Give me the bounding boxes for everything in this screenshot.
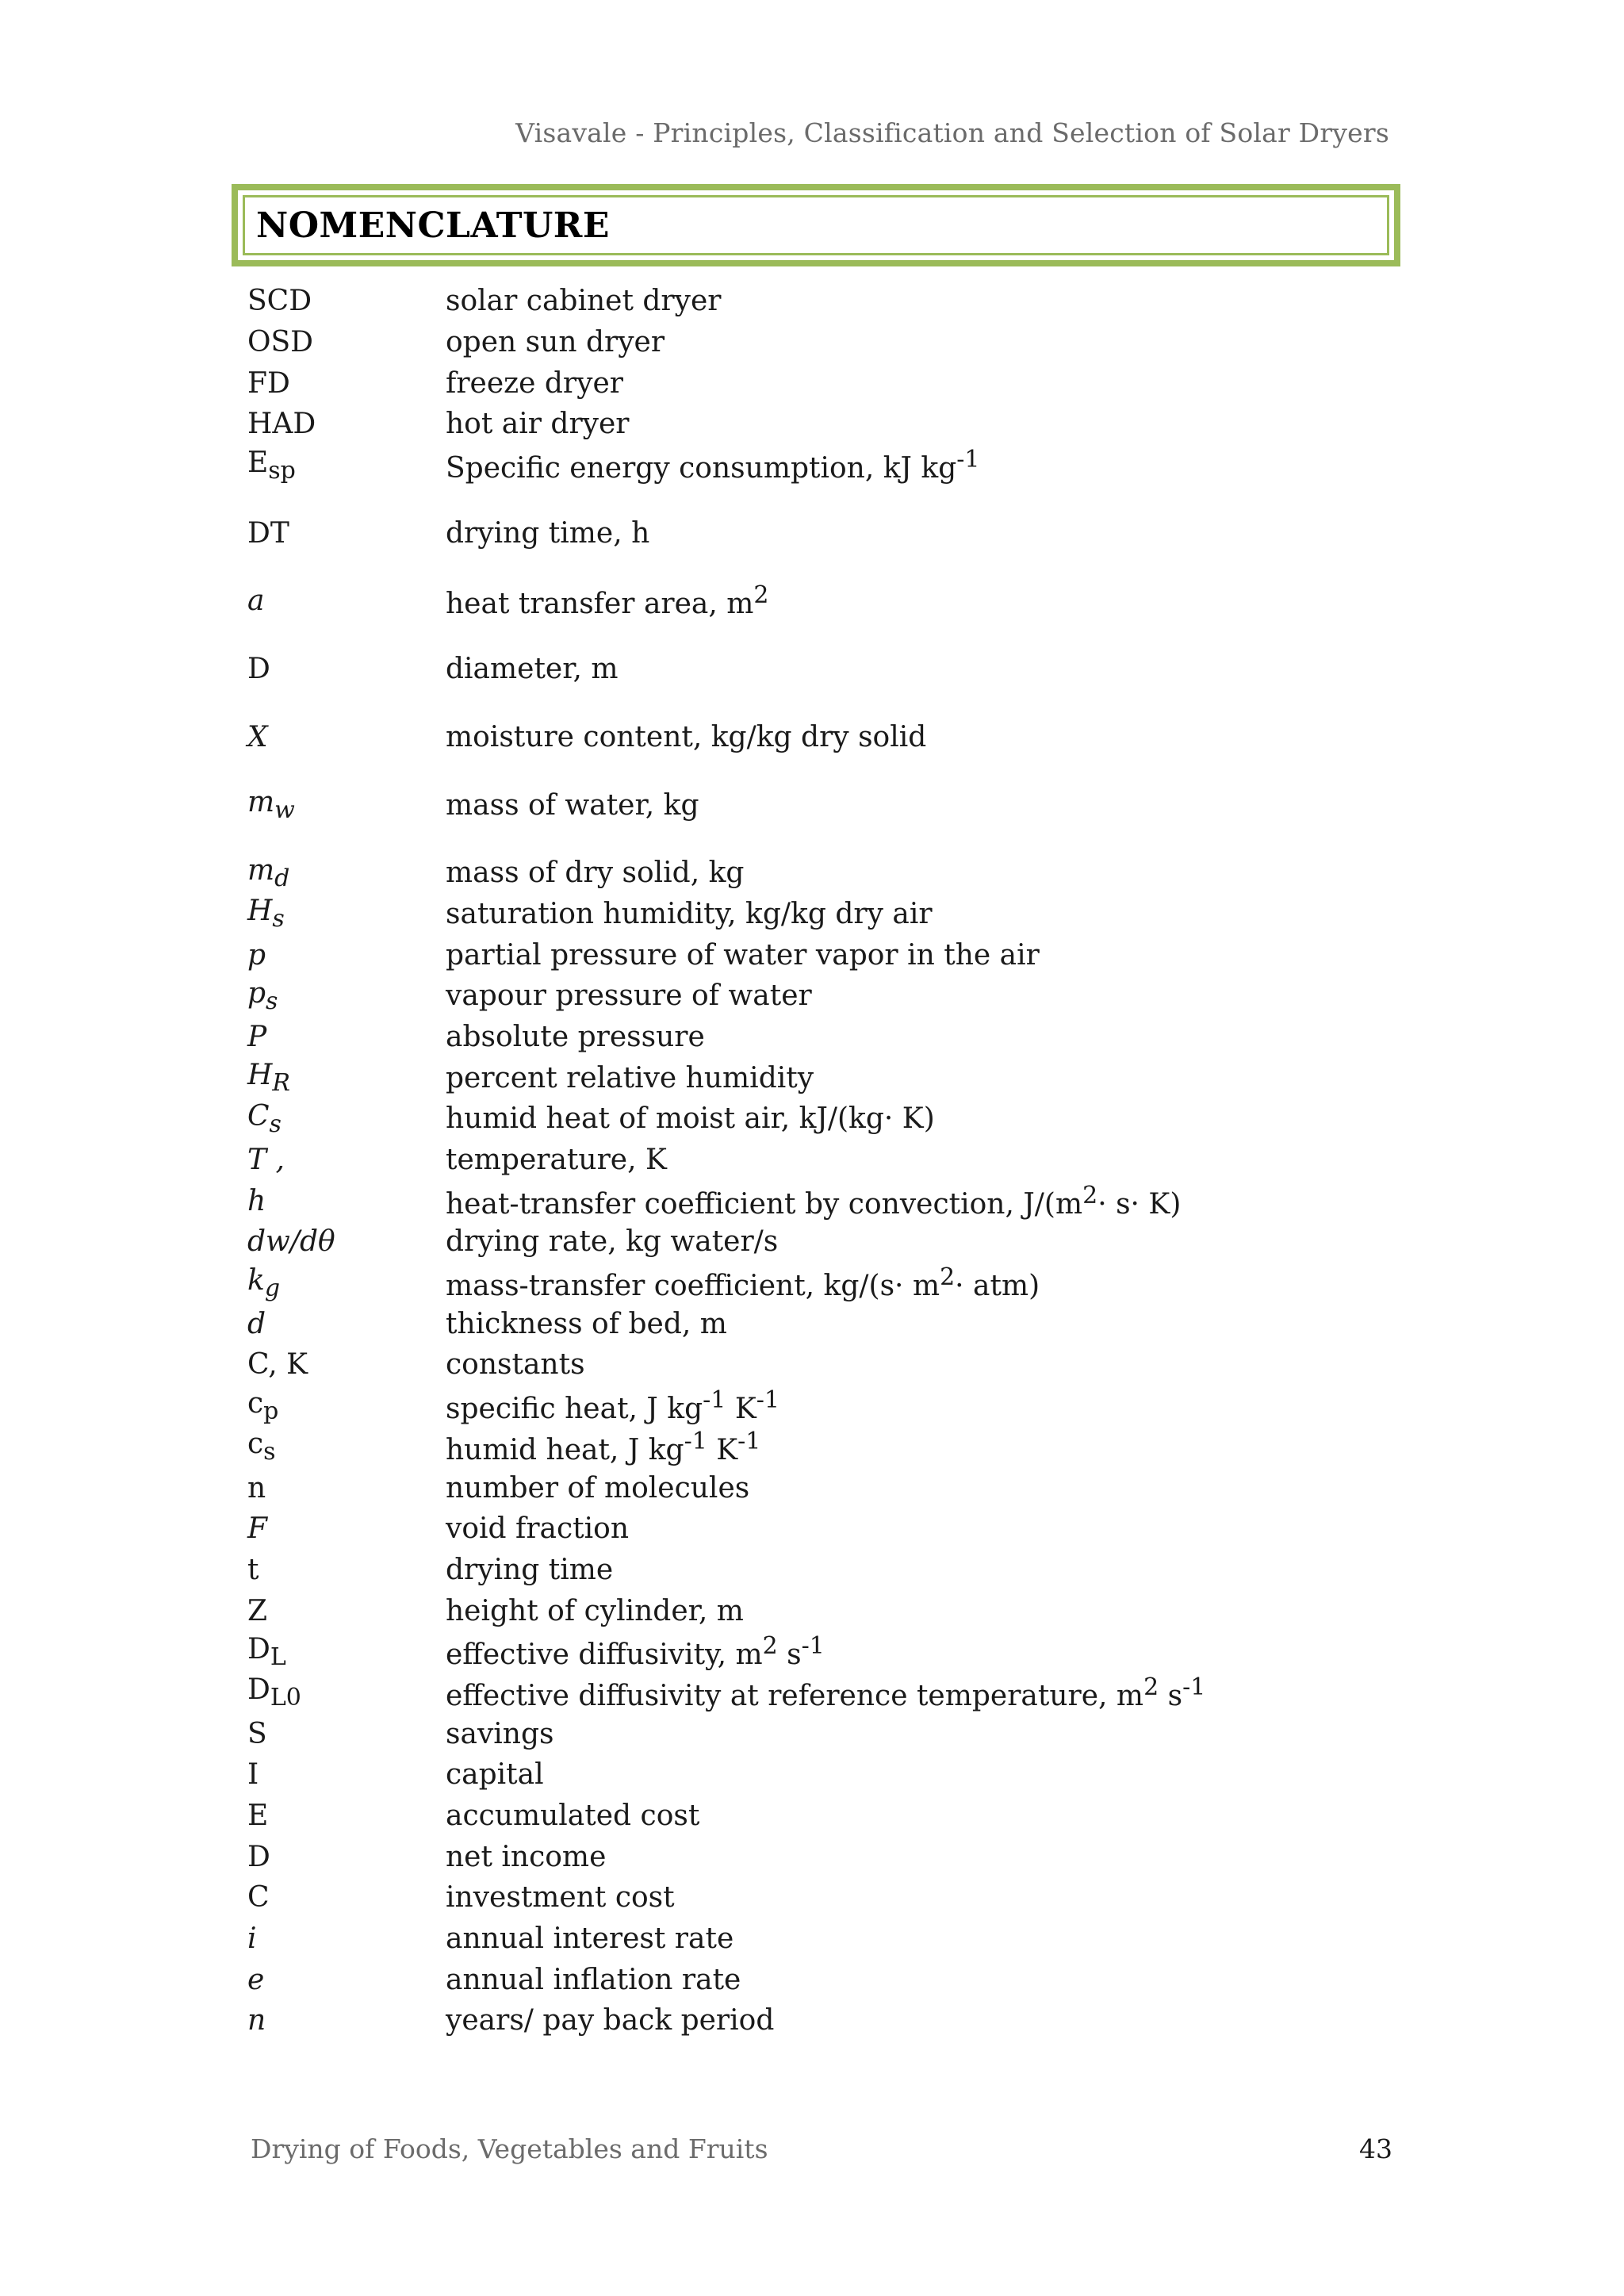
nomenclature-row	[247, 784, 1397, 826]
nomenclature-symbol: $k_g$	[247, 1263, 281, 1302]
nomenclature-list	[247, 281, 1397, 2041]
nomenclature-symbol: FD	[247, 366, 290, 400]
nomenclature-symbol: D	[247, 653, 270, 686]
footer-book-title: Drying of Foods, Vegetables and Fruits	[251, 2133, 768, 2164]
nomenclature-symbol: DT	[247, 516, 289, 550]
nomenclature-row	[247, 853, 1397, 894]
nomenclature-row	[247, 2000, 1397, 2041]
nomenclature-row	[247, 934, 1397, 976]
nomenclature-symbol: $D_L$	[247, 1632, 286, 1671]
nomenclature-row	[247, 1508, 1397, 1550]
nomenclature-row	[247, 1713, 1397, 1754]
nomenclature-description: hot air dryer	[446, 408, 630, 441]
nomenclature-symbol: e	[247, 1963, 265, 1996]
nomenclature-symbol: Z	[247, 1594, 268, 1627]
nomenclature-row	[247, 1263, 1397, 1304]
nomenclature-symbol: $H_s$	[247, 895, 285, 933]
nomenclature-description: saturation humidity, kg/kg dry air	[446, 897, 933, 930]
nomenclature-symbol: a	[247, 585, 265, 618]
nomenclature-symbol: C	[247, 1881, 270, 1915]
nomenclature-description: annual inflation rate	[446, 1963, 741, 1996]
nomenclature-description: open sun dryer	[446, 326, 665, 359]
nomenclature-symbol: E	[247, 1800, 269, 1833]
nomenclature-symbol: $E_{sp}$	[247, 446, 296, 485]
nomenclature-row	[247, 322, 1397, 363]
nomenclature-symbol: p	[247, 938, 266, 972]
nomenclature-description: savings	[446, 1717, 554, 1750]
nomenclature-description: specific heat, J $kg^{-1}$ $K^{-1}$	[446, 1386, 779, 1426]
nomenclature-row	[247, 1631, 1397, 1673]
nomenclature-symbol: $m_d$	[247, 853, 290, 892]
nomenclature-row	[247, 1673, 1397, 1714]
nomenclature-description: drying time, h	[446, 516, 650, 550]
nomenclature-row	[247, 1386, 1397, 1427]
nomenclature-row	[247, 362, 1397, 404]
nomenclature-description: capital	[446, 1758, 544, 1792]
nomenclature-description: freeze dryer	[446, 366, 623, 400]
nomenclature-description: Specific energy consumption, kJ $kg^{-1}$	[446, 446, 980, 485]
nomenclature-row	[247, 1017, 1397, 1058]
nomenclature-description: heat transfer area, $m^2$	[446, 581, 769, 621]
nomenclature-description: thickness of bed, m	[446, 1307, 727, 1340]
nomenclature-symbol: h	[247, 1184, 266, 1217]
nomenclature-description: net income	[446, 1840, 607, 1873]
nomenclature-row	[247, 1467, 1397, 1508]
nomenclature-symbol: X	[247, 720, 268, 753]
nomenclature-symbol: $c_s$	[247, 1428, 276, 1466]
nomenclature-description: humid heat, J $kg^{-1}$ $K^{-1}$	[446, 1427, 761, 1466]
nomenclature-description: mass of dry solid, kg	[446, 857, 745, 890]
nomenclature-symbol: D	[247, 1840, 270, 1873]
nomenclature-description: percent relative humidity	[446, 1061, 814, 1094]
nomenclature-symbol: I	[247, 1758, 259, 1792]
nomenclature-symbol: $D_{L0}$	[247, 1673, 301, 1712]
nomenclature-description: years/ pay back period	[446, 2004, 775, 2037]
nomenclature-title-box	[232, 184, 1400, 266]
nomenclature-description: temperature, K	[446, 1144, 667, 1177]
nomenclature-row	[247, 1427, 1397, 1468]
nomenclature-description: investment cost	[446, 1881, 675, 1915]
nomenclature-symbol: n	[247, 1471, 266, 1504]
nomenclature-description: diameter, m	[446, 653, 619, 686]
nomenclature-description: vapour pressure of water	[446, 979, 812, 1013]
nomenclature-symbol: n	[247, 2004, 266, 2037]
nomenclature-description: drying rate, kg water/s	[446, 1225, 779, 1259]
nomenclature-symbol: C, K	[247, 1348, 308, 1382]
nomenclature-description: solar cabinet dryer	[446, 285, 722, 318]
nomenclature-row	[247, 1918, 1397, 1960]
nomenclature-row	[247, 1796, 1397, 1837]
nomenclature-description: moisture content, kg/kg dry solid	[446, 720, 927, 753]
nomenclature-row	[247, 445, 1397, 486]
nomenclature-row	[247, 1098, 1397, 1140]
nomenclature-row	[247, 649, 1397, 690]
nomenclature-symbol: t	[247, 1553, 259, 1586]
nomenclature-row	[247, 1754, 1397, 1796]
nomenclature-symbol: F	[247, 1512, 267, 1546]
nomenclature-row	[247, 976, 1397, 1017]
nomenclature-description: heat-transfer coefficient by convection, $J/(m^2\cdot s\cdot K)$	[446, 1181, 1182, 1221]
nomenclature-row	[247, 1180, 1397, 1221]
nomenclature-symbol: $C_s$	[247, 1099, 282, 1138]
nomenclature-description: number of molecules	[446, 1471, 750, 1504]
nomenclature-description: mass of water, kg	[446, 788, 699, 822]
nomenclature-row	[247, 1550, 1397, 1591]
nomenclature-row	[247, 581, 1397, 622]
nomenclature-symbol: S	[247, 1717, 267, 1750]
nomenclature-row	[247, 1959, 1397, 2000]
page-number: 43	[1359, 2133, 1392, 2164]
nomenclature-description: annual interest rate	[446, 1922, 734, 1956]
nomenclature-row	[247, 1140, 1397, 1181]
running-header: Visavale - Principles, Classification and Selection of Solar Dryers	[515, 117, 1389, 148]
nomenclature-description: humid heat of moist air, kJ/(kg· K)	[446, 1102, 935, 1136]
nomenclature-symbol: dw/dθ	[247, 1225, 335, 1259]
nomenclature-symbol: OSD	[247, 326, 314, 359]
nomenclature-row	[247, 1057, 1397, 1098]
nomenclature-description: effective diffusivity at reference temperature, $m^2$ $s^{-1}$	[446, 1673, 1206, 1712]
nomenclature-description: height of cylinder, m	[446, 1594, 744, 1627]
nomenclature-row	[247, 404, 1397, 445]
nomenclature-symbol: P	[247, 1020, 267, 1053]
nomenclature-description: effective diffusivity, $m^2$ $s^{-1}$	[446, 1632, 825, 1672]
nomenclature-row	[247, 1590, 1397, 1631]
nomenclature-row	[247, 512, 1397, 554]
nomenclature-symbol: $H_R$	[247, 1059, 290, 1098]
nomenclature-row	[247, 894, 1397, 935]
nomenclature-row	[247, 1303, 1397, 1344]
nomenclature-row	[247, 1836, 1397, 1877]
nomenclature-symbol: HAD	[247, 408, 316, 441]
nomenclature-symbol: d	[247, 1307, 266, 1340]
nomenclature-description: accumulated cost	[446, 1800, 700, 1833]
nomenclature-description: absolute pressure	[446, 1020, 705, 1053]
nomenclature-symbol: i	[247, 1922, 257, 1956]
nomenclature-description: partial pressure of water vapor in the air	[446, 938, 1040, 972]
nomenclature-row	[247, 281, 1397, 322]
nomenclature-title-inner-frame	[243, 195, 1389, 255]
nomenclature-row	[247, 1344, 1397, 1386]
nomenclature-description: mass-transfer coefficient, $kg/(s\cdot m^2\cdot atm)$	[446, 1263, 1040, 1303]
nomenclature-description: drying time	[446, 1553, 614, 1586]
nomenclature-symbol: $m_w$	[247, 785, 295, 825]
section-title: NOMENCLATURE	[256, 205, 610, 246]
nomenclature-row	[247, 717, 1397, 758]
nomenclature-symbol: SCD	[247, 285, 312, 318]
nomenclature-symbol: $c_p$	[247, 1386, 279, 1425]
nomenclature-row	[247, 1221, 1397, 1263]
nomenclature-symbol: $p_s$	[247, 976, 278, 1015]
nomenclature-row	[247, 1877, 1397, 1918]
nomenclature-description: void fraction	[446, 1512, 630, 1546]
nomenclature-symbol: T ,	[247, 1144, 285, 1177]
nomenclature-description: constants	[446, 1348, 585, 1382]
